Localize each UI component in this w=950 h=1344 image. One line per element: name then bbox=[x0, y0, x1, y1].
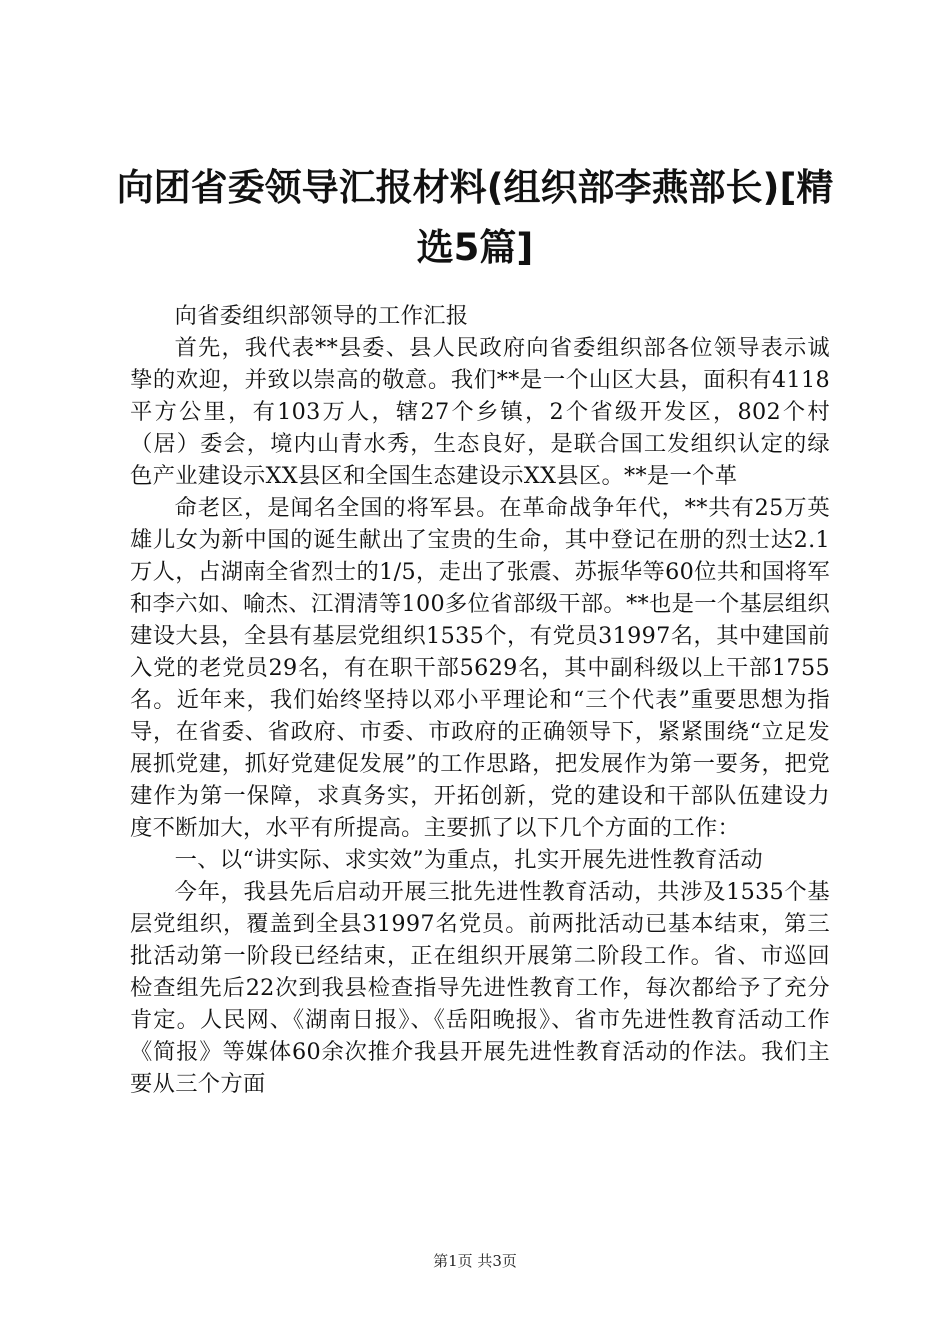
page-footer: 第1页 共3页 bbox=[433, 1252, 517, 1270]
document-body bbox=[130, 300, 830, 1100]
document-title: 向团省委领导汇报材料(组织部李燕部长)[精选5篇] bbox=[116, 166, 834, 269]
paragraph-history: 命老区，是闻名全国的将军县。在革命战争年代，**共有25万英雄儿女为新中国的诞生献出了宝贵的生命，其中登记在册的烈士达2.1万人，占湖南全省烈士的1/5，走出了张震、苏振华等60位共和国将军和李六如、喻杰、江渭清等100多位省部级干部。**也是一个基层组织建设大县，全县有基层党组织1535个，有党员31997名，其中建国前入党的老党员29名，有在职干部5629名，其中副科级以上干部1755名。近年来，我们始终坚持以邓小平理论和“三个代表”重要思想为指导，在省委、省政府、市委、市政府的正确领导下，紧紧围绕“立足发展抓党建，抓好党建促发展”的工作思路，把发展作为第一要务，把党建作为第一保障，求真务实，开拓创新，党的建设和干部队伍建设力度不断加大，水平有所提高。主要抓了以下几个方面的工作： bbox=[130, 495, 830, 841]
paragraph-intro: 首先，我代表**县委、县人民政府向省委组织部各位领导表示诚挚的欢迎，并致以崇高的敬意。我们**是一个山区大县，面积有4118平方公里，有103万人，辖27个乡镇，2个省级开发区，802个村（居）委会，境内山青水秀，生态良好，是联合国工发组织认定的绿色产业建设示XX县区和全国生态建设示XX县区。**是一个革 bbox=[130, 335, 830, 489]
paragraph-education: 今年，我县先后启动开展三批先进性教育活动，共涉及1535个基层党组织，覆盖到全县31997名党员。前两批活动已基本结束，第三批活动第一阶段已经结束，正在组织开展第二阶段工作。省、市巡回检查组先后22次到我县检查指导先进性教育工作，每次都给予了充分肯定。人民网、《湖南日报》、《岳阳晚报》、省市先进性教育活动工作《简报》等媒体60余次推介我县开展先进性教育活动的作法。我们主要从三个方面 bbox=[130, 879, 830, 1097]
section-heading: 一、以“讲实际、求实效”为重点，扎实开展先进性教育活动 bbox=[174, 847, 763, 873]
paragraph-subtitle: 向省委组织部领导的工作汇报 bbox=[174, 303, 469, 329]
